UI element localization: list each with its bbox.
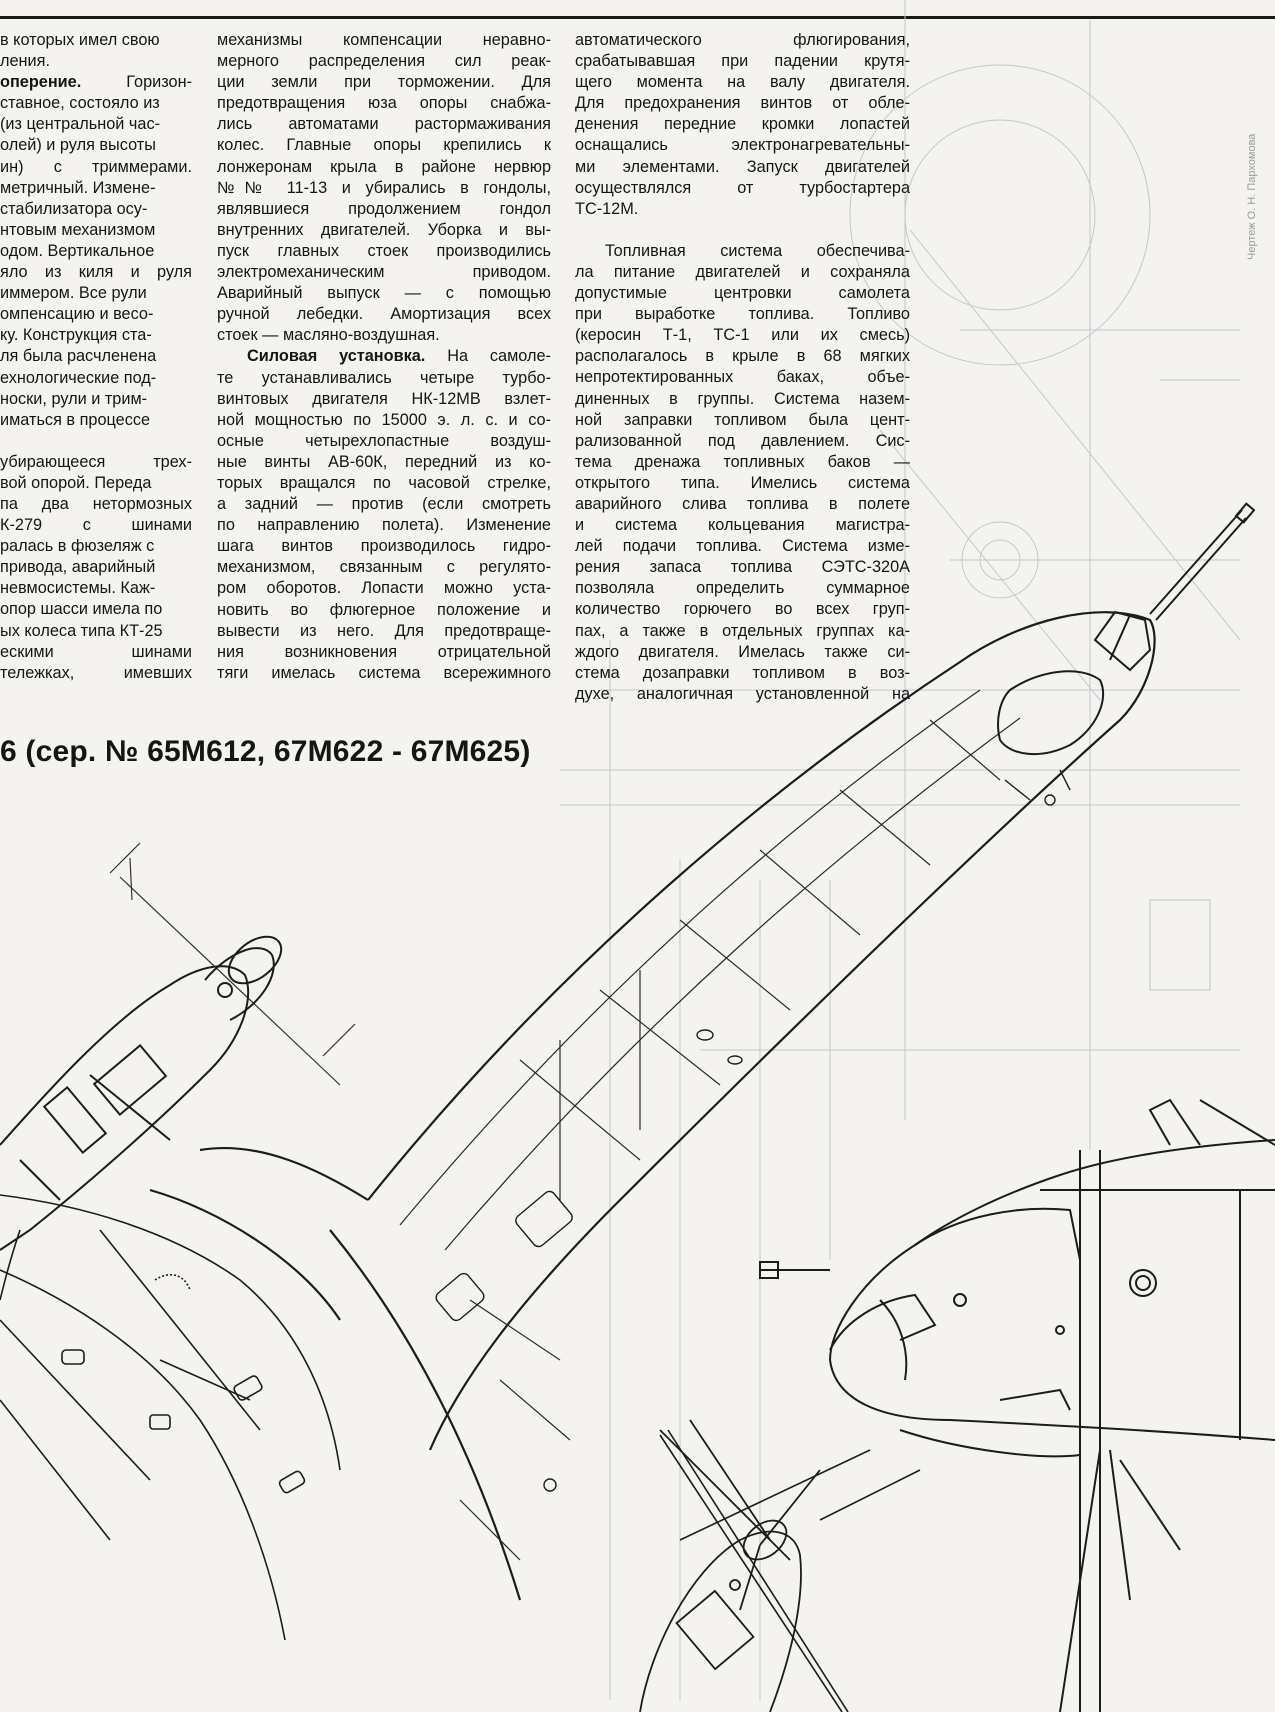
text-line: ром оборотов. Лопасти можно уста- xyxy=(217,579,551,598)
text-column-2 xyxy=(217,30,551,684)
text-line: располагалось в крыле в 68 мягких xyxy=(575,347,910,366)
text-line: те устанавливались четыре турбо- xyxy=(217,368,551,387)
nose-side-view xyxy=(760,1100,1275,1712)
text-line: в которых имел свою xyxy=(0,31,160,49)
text-line: оснащались электронагревательны- xyxy=(575,136,910,155)
text-line: при выработке топлива. Топливо xyxy=(575,305,910,324)
text-line: ку. Конструкция ста- xyxy=(0,326,152,345)
text-line: ждого двигателя. Имелась также си- xyxy=(575,642,910,661)
text-line: аварийного слива топлива в полете xyxy=(575,494,910,513)
text-line: тема дренажа топливных баков — xyxy=(575,452,910,471)
text-line: денения передние кромки лопастей xyxy=(575,115,910,134)
text-line: электромеханическим приводом. xyxy=(217,263,551,282)
text-line: иммером. Все рули xyxy=(0,284,147,303)
text-line: олей) и руля высоты xyxy=(0,136,156,155)
text-line: пуск главных стоек производились xyxy=(217,241,551,260)
text-line: винтовых двигателя НК-12МВ взлет- xyxy=(217,389,551,408)
text-line: К-279 с шинами xyxy=(0,516,192,535)
text-line: допустимые центровки самолета xyxy=(575,284,910,303)
text-line: непротектированных баках, объе- xyxy=(575,368,910,387)
text-line: пах, а также в отдельных группах ка- xyxy=(575,621,910,640)
text-line: ми элементами. Запуск двигателей xyxy=(575,157,910,176)
text-line: тележках, имевших xyxy=(0,663,192,682)
text-line: яло из киля и руля xyxy=(0,263,192,282)
text-column-3 xyxy=(575,30,910,705)
text-line: метричный. Измене- xyxy=(0,178,156,197)
text-line: предотвращения юза опоры снабжа- xyxy=(217,94,551,113)
text-line: лонжеронам крыла в районе нервюр xyxy=(217,157,551,176)
text-line: торых вращался по часовой стрелке, xyxy=(217,473,551,492)
refuel-probe xyxy=(1150,504,1254,620)
text-line: по направлению полета). Изменение xyxy=(217,516,551,535)
text-line: ин) с триммерами. xyxy=(0,157,192,176)
text-line: а задний — против (если смотреть xyxy=(217,495,551,514)
text-line: (из центральной час- xyxy=(0,115,161,134)
text-line: ралась в фюзеляж с xyxy=(0,537,155,556)
text-line: и система кольцевания магистра- xyxy=(575,516,910,535)
text-line: привода, аварийный xyxy=(0,558,156,577)
text-line: па два нетормозных xyxy=(0,494,192,513)
text-line: стоек — масляно-воздушная. xyxy=(217,326,440,345)
text-line: ной мощностью по 15000 э. л. с. и со- xyxy=(217,410,551,429)
fuselage-panel-lines xyxy=(400,690,1020,1560)
text-line: ля была расчленена xyxy=(0,347,157,366)
bottom-engine-nacelle xyxy=(640,1420,820,1712)
text-line: вой опорой. Переда xyxy=(0,473,152,492)
text-line: стабилизатора осу- xyxy=(0,199,148,218)
text-column-1 xyxy=(0,30,192,684)
propeller-blades xyxy=(660,1430,920,1712)
text-line: щего момента на валу двигателя. xyxy=(575,73,910,92)
text-line: рализованной под давлением. Сис- xyxy=(575,431,910,450)
text-line: колес. Главные опоры крепились к xyxy=(217,136,551,155)
text-line: одом. Вертикальное xyxy=(0,241,155,260)
text-line: невмосистемы. Каж- xyxy=(0,579,156,598)
text-line: ные винты АВ-60К, передний из ко- xyxy=(217,452,551,471)
text-line: Для предохранения винтов от обле- xyxy=(575,94,910,113)
text-line: лись автоматами растормаживания xyxy=(217,115,551,134)
text-line: срабатывавшая при падении крутя- xyxy=(575,52,910,71)
text-line: опор шасси имела по xyxy=(0,600,163,619)
text-line: №№ 11-13 и убирались в гондолы, xyxy=(217,178,551,197)
text-line: (керосин Т-1, ТС-1 или их смесь) xyxy=(575,326,910,345)
text-line: ла питание двигателей и сохраняла xyxy=(575,262,910,281)
text-line: тяги имелась система всережимного xyxy=(217,663,551,682)
subheading-powerplant: Силовая установка. xyxy=(247,347,426,366)
text-line: осуществлялся от турбостартера xyxy=(575,178,910,197)
text-line: диненных в группы. Система назем- xyxy=(575,389,910,408)
text-line: ления. xyxy=(0,52,50,71)
text-line: нтовым механизмом xyxy=(0,220,156,239)
text-line: новить во флюгерное положение и xyxy=(217,600,551,619)
drawing-caption: 6 (сер. № 65М612, 67М622 - 67М625) xyxy=(0,735,531,768)
text-line: иматься в процессе xyxy=(0,410,151,429)
text-line: рения запаса топлива СЭТС-320А xyxy=(575,558,910,577)
text-line: ехнологические под- xyxy=(0,368,157,387)
text-line: ых колеса типа КТ-25 xyxy=(0,621,163,640)
left-wing xyxy=(0,1195,340,1640)
text-line: осные четырехлопастные воздуш- xyxy=(217,431,551,450)
subheading-empennage: оперение. xyxy=(0,73,82,92)
text-line: Аварийный выпуск — с помощью xyxy=(217,284,551,303)
text-fragment: На самоле- xyxy=(425,347,551,366)
text-line: ескими шинами xyxy=(0,642,192,661)
text-line: ТС-12М. xyxy=(575,199,639,218)
text-line: омпенсацию и весо- xyxy=(0,305,154,324)
text-line: лей подачи топлива. Система изме- xyxy=(575,537,910,556)
text-line: механизмом, связанным с регулято- xyxy=(217,558,551,577)
text-line: ной заправки топливом была цент- xyxy=(575,410,910,429)
text-line: ручной лебедки. Амортизация всех xyxy=(217,305,551,324)
text-fragment: Горизон- xyxy=(81,73,192,92)
text-line: количество горючего во всех груп- xyxy=(575,600,910,619)
text-line: ции земли при торможении. Для xyxy=(217,73,551,92)
text-line: вывести из него. Для предотвраще- xyxy=(217,621,551,640)
text-line: носки, рули и трим- xyxy=(0,389,148,408)
text-line: внутренних двигателей. Уборка и вы- xyxy=(217,220,551,239)
text-line: ния возникновения отрицательной xyxy=(217,642,551,661)
text-line: духе, аналогичная установленной на xyxy=(575,684,910,703)
text-line: шага винтов производилось гидро- xyxy=(217,537,551,556)
text-line: механизмы компенсации неравно- xyxy=(217,31,551,49)
text-line xyxy=(217,346,551,367)
text-line: открытого типа. Имелись система xyxy=(575,473,910,492)
text-line: позволяла определить суммарное xyxy=(575,579,910,598)
cockpit-glazing xyxy=(998,612,1150,754)
text-line: убирающееся трех- xyxy=(0,452,192,471)
text-line: ставное, состояло из xyxy=(0,94,160,113)
fuselage-details xyxy=(434,770,1070,1491)
text-line: стема дозаправки топливом в воз- xyxy=(575,663,910,682)
drawing-credit: Чертеж О. Н. Пархомова xyxy=(1246,133,1258,260)
text-line: Топливная система обеспечива- xyxy=(605,241,910,260)
text-line: являвшиеся продолжением гондол xyxy=(217,199,551,218)
dimension-lines xyxy=(110,843,355,1085)
text-line: мерного распределения сил реак- xyxy=(217,52,551,71)
text-line: автоматического флюгирования, xyxy=(575,31,910,49)
text-line xyxy=(0,72,192,93)
